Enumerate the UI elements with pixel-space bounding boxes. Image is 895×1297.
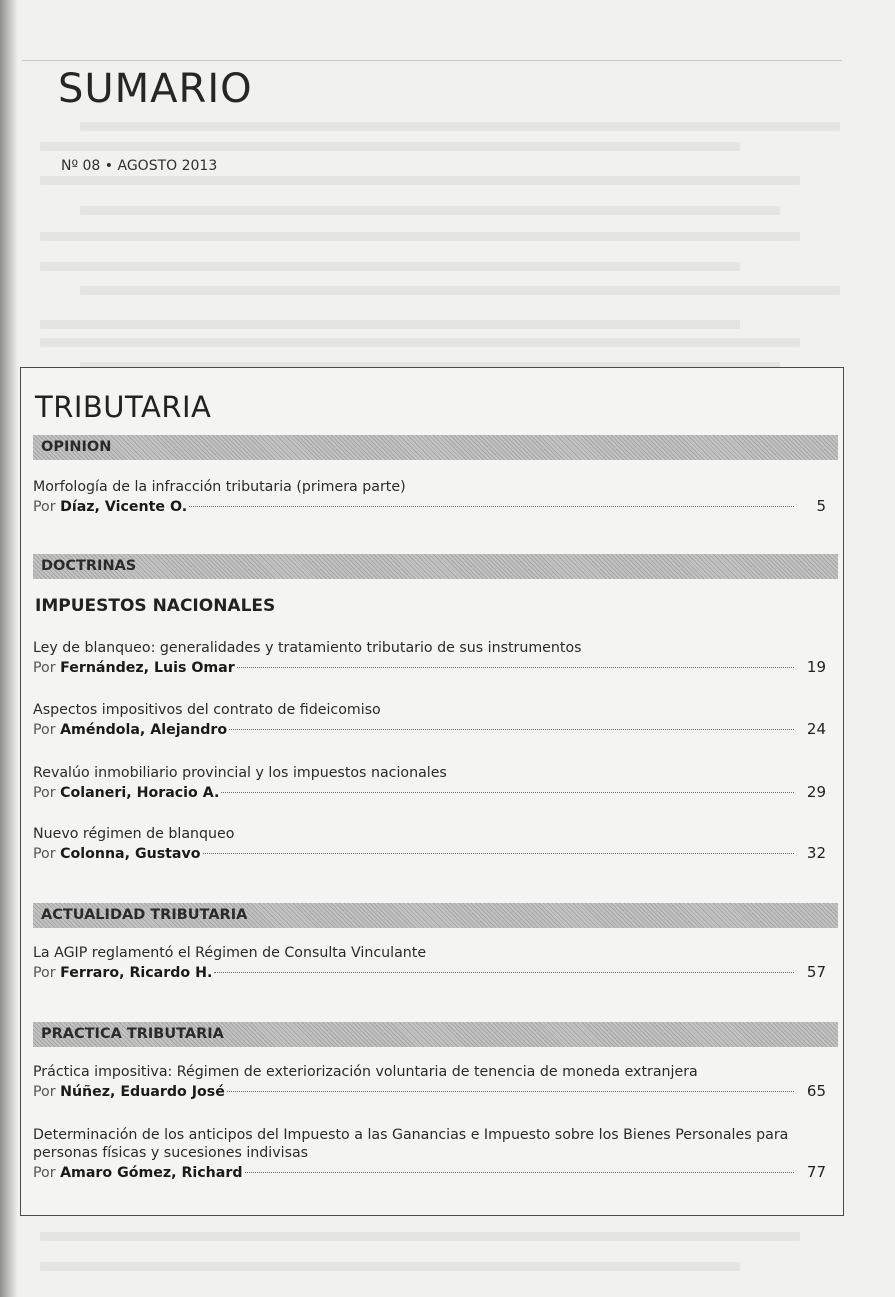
por-label: Por: [33, 722, 56, 738]
toc-entry[interactable]: [33, 825, 826, 864]
entry-page: 32: [806, 844, 826, 862]
dot-leader: [229, 729, 794, 730]
entry-title: Aspectos impositivos del contrato de fideicomiso: [33, 702, 381, 718]
entry-title: Nuevo régimen de blanqueo: [33, 826, 235, 842]
entry-page: 57: [806, 963, 826, 981]
page-binding-shadow: [0, 0, 18, 1297]
toc-entry[interactable]: [33, 1126, 826, 1183]
entry-author: Díaz, Vicente O.: [60, 499, 188, 515]
por-label: Por: [33, 846, 56, 862]
dot-leader: [203, 853, 795, 854]
entry-title: La AGIP reglamentó el Régimen de Consulta Vinculante: [33, 945, 427, 961]
issue-info: Nº 08 • AGOSTO 2013: [61, 158, 218, 174]
toc-entry[interactable]: [33, 478, 826, 517]
dot-leader: [221, 792, 794, 793]
show-through-line: [40, 1232, 800, 1241]
entry-title: Determinación de los anticipos del Impuesto a las Ganancias e Impuesto sobre los Bienes Personales para personas físicas y sucesiones indivisas: [33, 1127, 789, 1161]
entry-author: Ferraro, Ricardo H.: [60, 965, 213, 981]
toc-entry[interactable]: [33, 944, 826, 983]
toc-entry[interactable]: [33, 1063, 826, 1102]
entry-page: 65: [806, 1082, 826, 1100]
toc-box: [20, 367, 844, 1216]
entry-page: 19: [806, 658, 826, 676]
por-label: Por: [33, 785, 56, 801]
entry-title: Morfología de la infracción tributaria (primera parte): [33, 479, 406, 495]
por-label: Por: [33, 1084, 56, 1100]
por-label: Por: [33, 1165, 56, 1181]
band-doctrinas: DOCTRINAS: [33, 554, 838, 579]
entry-author: Núñez, Eduardo José: [60, 1084, 225, 1100]
por-label: Por: [33, 965, 56, 981]
entry-title: Práctica impositiva: Régimen de exteriorización voluntaria de tenencia de moneda extranjera: [33, 1064, 698, 1080]
entry-author: Colaneri, Horacio A.: [60, 785, 220, 801]
dot-leader: [214, 972, 794, 973]
entry-page: 29: [806, 783, 826, 801]
entry-author: Amaro Gómez, Richard: [60, 1165, 243, 1181]
entry-author: Fernández, Luis Omar: [60, 660, 235, 676]
toc-entry[interactable]: [33, 764, 826, 803]
band-actualidad: ACTUALIDAD TRIBUTARIA: [33, 903, 838, 928]
dot-leader: [189, 506, 794, 507]
entry-title: Revalúo inmobiliario provincial y los impuestos nacionales: [33, 765, 447, 781]
por-label: Por: [33, 660, 56, 676]
entry-page: 77: [806, 1163, 826, 1181]
por-label: Por: [33, 499, 56, 515]
entry-author: Améndola, Alejandro: [60, 722, 228, 738]
band-practica: PRACTICA TRIBUTARIA: [33, 1022, 838, 1047]
entry-page: 5: [816, 497, 826, 515]
entry-page: 24: [806, 720, 826, 738]
section-title: TRIBUTARIA: [35, 390, 212, 424]
show-through-line: [40, 1262, 740, 1271]
page-title: SUMARIO: [58, 66, 253, 112]
dot-leader: [237, 667, 794, 668]
entry-author: Colonna, Gustavo: [60, 846, 201, 862]
band-opinion: OPINION: [33, 435, 838, 460]
toc-entry[interactable]: [33, 701, 826, 740]
dot-leader: [227, 1091, 794, 1092]
toc-entry[interactable]: [33, 639, 826, 678]
subsection-title: IMPUESTOS NACIONALES: [35, 596, 276, 616]
entry-title: Ley de blanqueo: generalidades y tratamiento tributario de sus instrumentos: [33, 640, 582, 656]
dot-leader: [245, 1172, 794, 1173]
